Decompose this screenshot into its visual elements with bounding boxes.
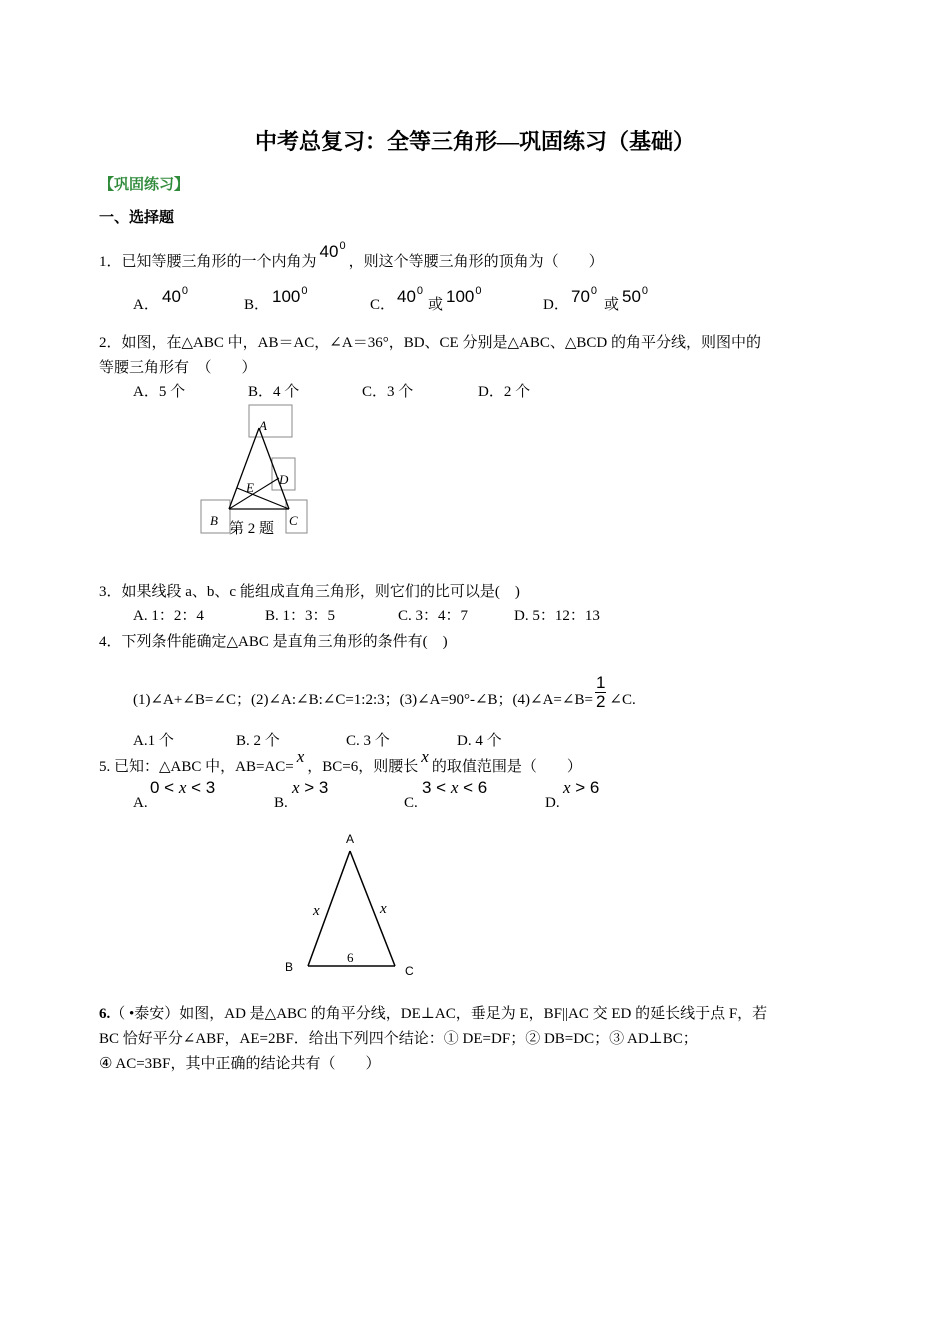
q1-option-c-base-1: 40	[397, 287, 416, 306]
q5-triangle-figure	[280, 825, 420, 985]
q2-stem-line-2: 等腰三角形有 （ ）	[99, 360, 257, 376]
q5-label-c: C	[405, 964, 414, 978]
q5-option-a-var: x	[178, 778, 187, 797]
q3-option-d: D. 5：12：13	[514, 608, 600, 624]
q5-option-a-formula	[150, 780, 215, 796]
q1-option-d-conj: 或	[604, 297, 620, 313]
q2-option-a: A．5 个	[133, 384, 186, 400]
q4-option-c: C. 3 个	[346, 733, 390, 749]
q1-option-a-base: 40	[162, 287, 181, 306]
q4-option-d: D. 4 个	[457, 733, 502, 749]
q5-option-d-formula	[563, 780, 599, 796]
q5-text-after: 的取值范围是（ ）	[431, 759, 582, 775]
q2-segment-bd	[229, 478, 279, 509]
q2-triangle-figure	[195, 400, 315, 540]
q6-stem-line-1	[99, 1006, 767, 1022]
q5-option-d-rhs: > 6	[570, 778, 600, 797]
q1-option-c-base-2: 100	[446, 287, 475, 306]
q4-conditions	[133, 673, 636, 719]
q5-side-left-label: x	[313, 903, 320, 919]
q1-option-c-conj: 或	[428, 297, 444, 313]
q6-stem-line-2: BC 恰好平分∠ABF，AE=2BF．给出下列四个结论：① DE=DF；② DB=DC；③ AD⊥BC；	[99, 1031, 698, 1047]
q1-text-after: ，则这个等腰三角形的顶角为（ ）	[348, 254, 604, 270]
q4-option-a: A.1 个	[133, 733, 174, 749]
q5-label-a: A	[346, 832, 355, 846]
q4-conditions-end: ∠C.	[609, 691, 636, 708]
q1-option-c-label: C．	[370, 297, 396, 313]
q1-option-b-formula	[272, 283, 308, 305]
q1-option-a-exp: 0	[181, 285, 189, 297]
q1-angle-formula	[320, 242, 346, 261]
q5-option-b-formula	[292, 780, 328, 796]
q5-base-label: 6	[347, 950, 354, 965]
q2-label-e: E	[246, 480, 254, 495]
q5-text-mid: ，BC=6，则腰长	[307, 759, 419, 775]
q2-stem-line-1: 2．如图，在△ABC 中，AB＝AC，∠A＝36°，BD、CE 分别是△ABC、△BCD 的角平分线，则图中的	[99, 335, 761, 351]
q1-angle-exp: 0	[339, 240, 346, 252]
q5-option-a-label: A.	[133, 795, 148, 811]
q2-option-c: C．3 个	[362, 384, 414, 400]
q4-fraction	[595, 674, 606, 711]
q5-option-a-lhs: 0 <	[150, 778, 179, 797]
page-title: 中考总复习：全等三角形—巩固练习（基础）	[254, 129, 695, 154]
q5-option-d-label: D.	[545, 795, 560, 811]
q6-number: 6.	[99, 1006, 111, 1022]
q1-option-c-formula-1	[397, 283, 423, 305]
q5-option-c-var: x	[450, 778, 459, 797]
q4-fraction-denominator: 2	[595, 692, 606, 711]
q1-option-d-exp-1: 0	[590, 285, 598, 297]
q1-option-b-exp: 0	[301, 285, 308, 297]
q4-fraction-numerator: 1	[595, 673, 606, 692]
q3-option-a: A. 1：2：4	[133, 608, 204, 624]
q4-conditions-text: (1)∠A+∠B=∠C；(2)∠A:∠B:∠C=1:2:3；(3)∠A=90°-∠B；(4)∠A=∠B=	[133, 691, 593, 708]
q5-option-b-rhs: > 3	[299, 778, 329, 797]
q1-stem	[99, 240, 604, 270]
q5-side-ac	[350, 851, 395, 966]
q1-option-d-base-2: 50	[622, 287, 641, 306]
q1-option-d-base-1: 70	[571, 287, 590, 306]
q4-stem: 4．下列条件能确定△ABC 是直角三角形的条件有( )	[99, 634, 448, 650]
part-title: 一、选择题	[99, 210, 175, 226]
q3-option-b: B. 1：3：5	[265, 608, 336, 624]
q6-stem-line-3: ④ AC=3BF，其中正确的结论共有（ ）	[99, 1056, 381, 1072]
q1-text-before: 1．已知等腰三角形的一个内角为	[99, 254, 317, 270]
q1-option-c-exp-2: 0	[475, 285, 482, 297]
q2-option-d: D．2 个	[478, 384, 531, 400]
q5-option-d-var: x	[563, 778, 571, 797]
q1-option-b-label: B．	[244, 297, 270, 313]
q2-option-b: B．4 个	[248, 384, 300, 400]
q5-variable-1: x	[296, 747, 305, 766]
q5-label-b: B	[285, 960, 294, 974]
q1-angle-base: 40	[319, 242, 339, 261]
q1-option-d-formula-1	[571, 283, 597, 305]
q1-option-b-base: 100	[272, 287, 301, 306]
q1-option-c-formula-2	[446, 283, 482, 305]
q3-option-c: C. 3：4：7	[398, 608, 469, 624]
q2-label-box-a	[249, 405, 292, 437]
q1-option-a-formula	[162, 283, 188, 305]
q5-side-right-label: x	[380, 901, 387, 917]
q5-option-c-label: C.	[404, 795, 418, 811]
q5-option-b-var: x	[292, 778, 300, 797]
q5-text-before: 5. 已知：△ABC 中，AB=AC=	[99, 759, 294, 775]
q5-variable-2: x	[421, 747, 429, 766]
q1-option-d-label: D．	[543, 297, 569, 313]
q5-option-c-formula	[422, 780, 487, 796]
q1-option-c-exp-1: 0	[416, 285, 424, 297]
q5-option-c-lhs: 3 <	[422, 778, 451, 797]
q1-option-d-formula-2	[622, 283, 648, 305]
q5-option-a-rhs: < 3	[186, 778, 216, 797]
q5-stem	[99, 747, 582, 775]
q5-option-b-label: B.	[274, 795, 288, 811]
q2-side-ab	[229, 428, 259, 509]
q1-option-d-exp-2: 0	[641, 285, 649, 297]
q2-segment-ce	[237, 488, 289, 509]
q2-figure-caption: 第 2 题	[229, 521, 275, 537]
q4-option-b: B. 2 个	[236, 733, 280, 749]
section-label: 【巩固练习】	[99, 177, 190, 193]
q2-label-c: C	[289, 513, 298, 528]
q2-label-a: A	[259, 418, 267, 433]
q2-label-b: B	[210, 513, 218, 528]
q2-side-ac	[259, 428, 289, 509]
q6-line-1-text: （ •泰安）如图，AD 是△ABC 的角平分线，DE⊥AC，垂足为 E，BF||AC 交 ED 的延长线于点 F，若	[110, 1006, 768, 1022]
q1-option-a-label: A．	[133, 297, 159, 313]
q3-stem: 3．如果线段 a、b、c 能组成直角三角形，则它们的比可以是( )	[99, 584, 520, 600]
q5-option-c-rhs: < 6	[458, 778, 488, 797]
q2-label-d: D	[279, 472, 289, 487]
